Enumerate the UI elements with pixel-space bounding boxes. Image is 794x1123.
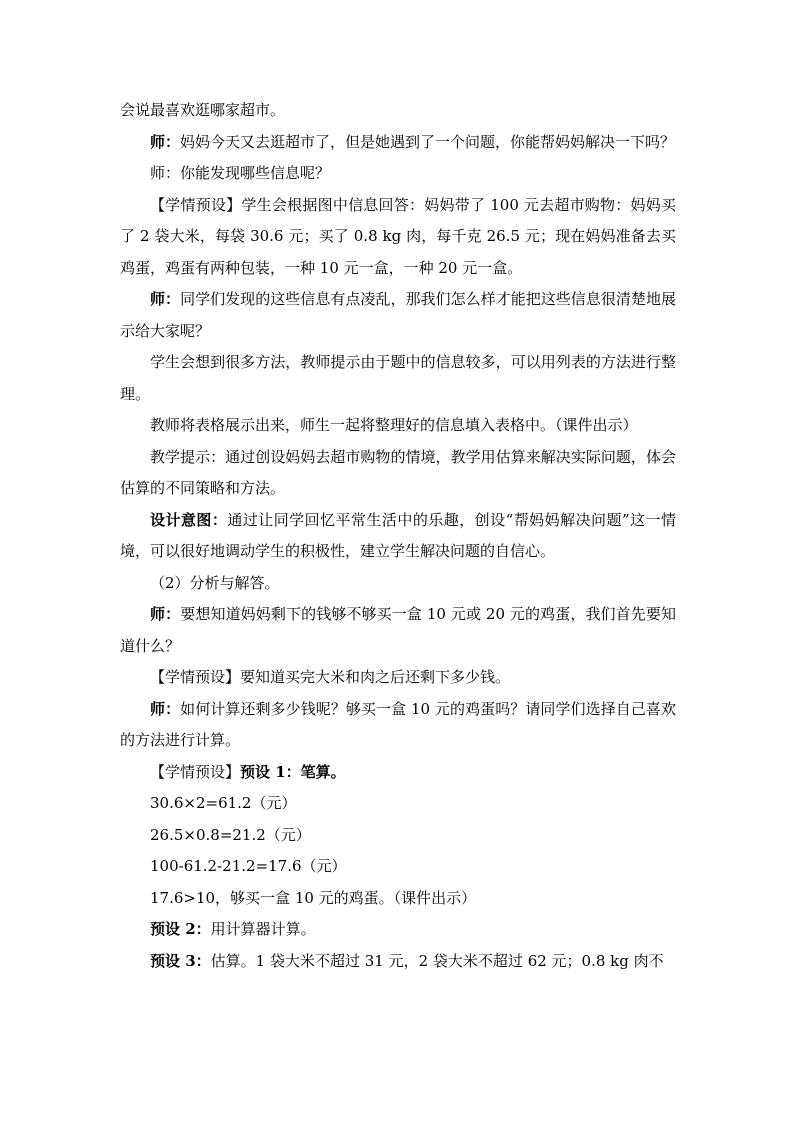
paragraph-text: 教师将表格展示出来，师生一起将整理好的信息填入表格中。（课件出示）: [150, 416, 638, 434]
preset-label: 预设 2：: [150, 920, 211, 938]
paragraph: [120, 757, 676, 789]
paragraph: [120, 851, 676, 883]
paragraph: [120, 694, 676, 757]
paragraph: [120, 127, 676, 159]
section-heading: （2）分析与解答。: [150, 573, 280, 592]
document-body: [120, 95, 676, 977]
paragraph-text: 妈妈今天又去逛超市了，但是她遇到了一个问题，你能帮妈妈解决一下吗？: [180, 132, 676, 151]
equation: 100-61.2-21.2=17.6（元）: [150, 857, 347, 875]
preset-label: 预设 1：笔算。: [240, 762, 346, 781]
paragraph: [120, 442, 676, 505]
speaker-label: 师：: [150, 132, 181, 151]
paragraph: [120, 788, 676, 820]
speaker-label: 师：: [150, 699, 181, 718]
equation: 30.6×2=61.2（元）: [150, 794, 297, 812]
paragraph: [120, 662, 676, 694]
paragraph-text: 如何计算还剩多少钱呢？够买一盒 10 元的鸡蛋吗？请同学们选择自己喜欢的方法进行计算。: [120, 699, 676, 749]
paragraph-text: 用计算器计算。: [210, 920, 316, 938]
paragraph: [120, 820, 676, 852]
speaker-label: 师：: [150, 290, 181, 308]
paragraph-text: 会说最喜欢逛哪家超市。: [120, 101, 286, 119]
paragraph: [120, 883, 676, 915]
paragraph-text: 教学提示：通过创设妈妈去超市购物的情境，教学用估算来解决实际问题，体会估算的不同策略和方法。: [120, 447, 676, 497]
paragraph-text: 估算。1 袋大米不超过 31 元，2 袋大米不超过 62 元；0.8 kg 肉不: [210, 951, 664, 970]
speaker-label: 师：: [150, 605, 181, 623]
paragraph-text: 师：你能发现哪些信息呢？: [150, 164, 331, 182]
paragraph-text: 【学情预设】要知道买完大米和肉之后还剩下多少钱。: [150, 668, 511, 686]
preset-label: 预设 3：: [150, 951, 211, 970]
paragraph: [120, 946, 676, 978]
paragraph-text: 学生会想到很多方法，教师提示由于题中的信息较多，可以用列表的方法进行整理。: [120, 353, 676, 403]
equation: 26.5×0.8=21.2（元）: [150, 825, 311, 844]
paragraph: [120, 505, 676, 568]
paragraph: [120, 914, 676, 946]
paragraph-text: 【学情预设】学生会根据图中信息回答：妈妈带了 100 元去超市购物：妈妈买了 2 袋大米，每袋 30.6 元；买了 0.8 kg 肉，每千克 26.5 元；现在妈妈准备去买鸡蛋，鸡蛋有两种包装，一种 10 元一盒，一种 20 元一盒。: [120, 195, 676, 277]
paragraph: [120, 410, 676, 442]
paragraph-text: 要想知道妈妈剩下的钱够不够买一盒 10 元或 20 元的鸡蛋，我们首先要知道什么？: [120, 605, 676, 655]
paragraph: [120, 190, 676, 285]
design-intent-label: 设计意图：: [150, 510, 228, 529]
paragraph: [120, 568, 676, 600]
paragraph: [120, 599, 676, 662]
paragraph: [120, 347, 676, 410]
paragraph-text: 同学们发现的这些信息有点凌乱，那我们怎么样才能把这些信息很清楚地展示给大家呢？: [120, 290, 676, 340]
paragraph: [120, 284, 676, 347]
paragraph: [120, 95, 676, 127]
paragraph: [120, 158, 676, 190]
paragraph-text: 17.6>10，够买一盒 10 元的鸡蛋。（课件出示）: [150, 888, 477, 907]
paragraph-text: 通过让同学回忆平常生活中的乐趣，创设“帮妈妈解决问题”这一情境，可以很好地调动学生的积极性，建立学生解决问题的自信心。: [120, 510, 676, 560]
paragraph-text: 【学情预设】: [150, 762, 241, 781]
